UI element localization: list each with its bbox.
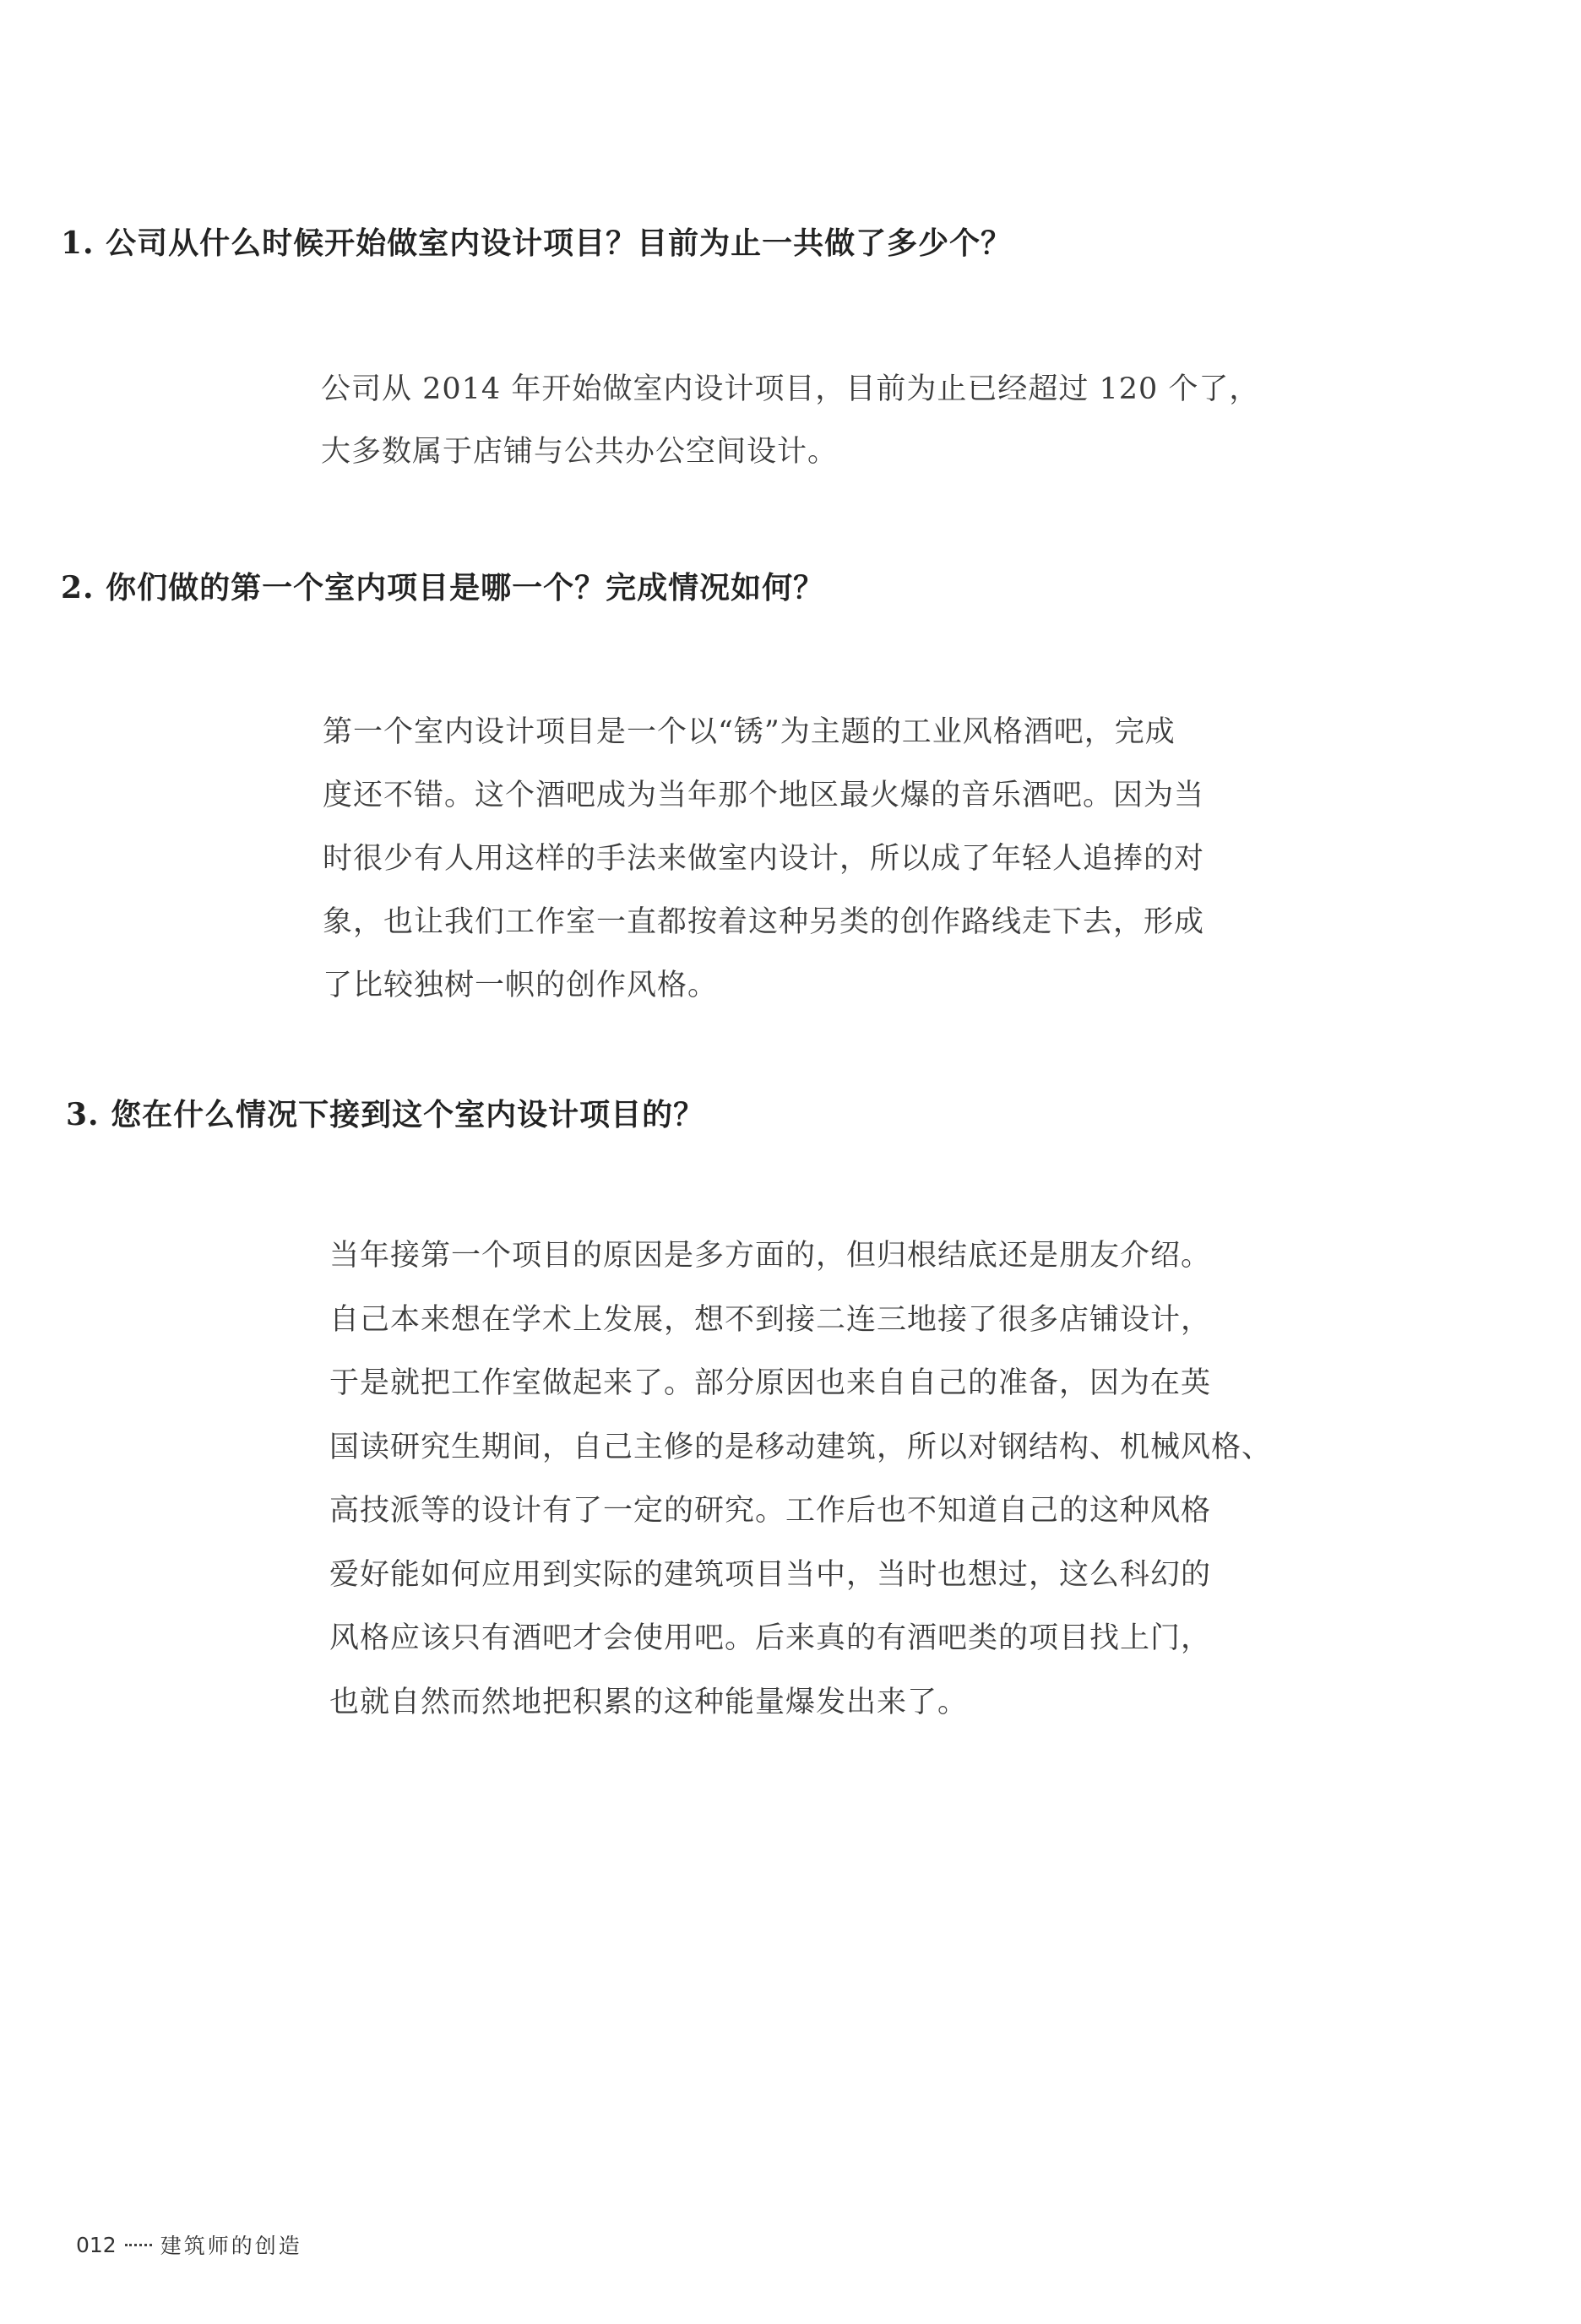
answer-line: 当年接第一个项目的原因是多方面的，但归根结底还是朋友介绍。: [329, 1239, 1212, 1273]
answer-line: 公司从 2014 年开始做室内设计项目，目前为止已经超过 120 个了，: [321, 372, 1260, 406]
question-3: 3. 您在什么情况下接到这个室内设计项目的？: [66, 1097, 705, 1132]
question-1: 1. 公司从什么时候开始做室内设计项目？目前为止一共做了多少个？: [61, 225, 1013, 261]
page-number: 012: [76, 2232, 117, 2257]
answer-line: 度还不错。这个酒吧成为当年那个地区最火爆的音乐酒吧。因为当: [323, 779, 1205, 812]
answer-1: [321, 358, 1259, 483]
answer-line: 也就自然而然地把积累的这种能量爆发出来了。: [329, 1685, 969, 1719]
answer-line: 第一个室内设计项目是一个以“锈”为主题的工业风格酒吧，完成: [323, 715, 1176, 749]
answer-line: 国读研究生期间，自己主修的是移动建筑，所以对钢结构、机械风格、: [329, 1430, 1273, 1464]
answer-line: 风格应该只有酒吧才会使用吧。后来真的有酒吧类的项目找上门，: [329, 1621, 1212, 1655]
answer-line: 大多数属于店铺与公共办公空间设计。: [321, 435, 839, 469]
answer-line: 高技派等的设计有了一定的研究。工作后也不知道自己的这种风格: [329, 1494, 1212, 1528]
answer-line: 时很少有人用这样的手法来做室内设计，所以成了年轻人追捧的对: [323, 842, 1205, 876]
answer-line: 了比较独树一帜的创作风格。: [323, 969, 719, 1002]
answer-line: 于是就把工作室做起来了。部分原因也来自自己的准备，因为在英: [329, 1366, 1212, 1400]
book-title: 建筑师的创造: [160, 2234, 302, 2258]
answer-2: [323, 701, 1204, 1018]
answer-line: 象，也让我们工作室一直都按着这种另类的创作路线走下去，形成: [323, 905, 1205, 939]
answer-line: 爱好能如何应用到实际的建筑项目当中，当时也想过，这么科幻的: [329, 1557, 1212, 1592]
answer-line: 自己本来想在学术上发展，想不到接二连三地接了很多店铺设计，: [329, 1302, 1212, 1337]
question-2: 2. 你们做的第一个室内项目是哪一个？完成情况如何？: [61, 570, 825, 605]
footer-dotted-rule: [125, 2244, 152, 2246]
page-footer: [76, 2229, 302, 2260]
answer-3: [329, 1224, 1272, 1735]
